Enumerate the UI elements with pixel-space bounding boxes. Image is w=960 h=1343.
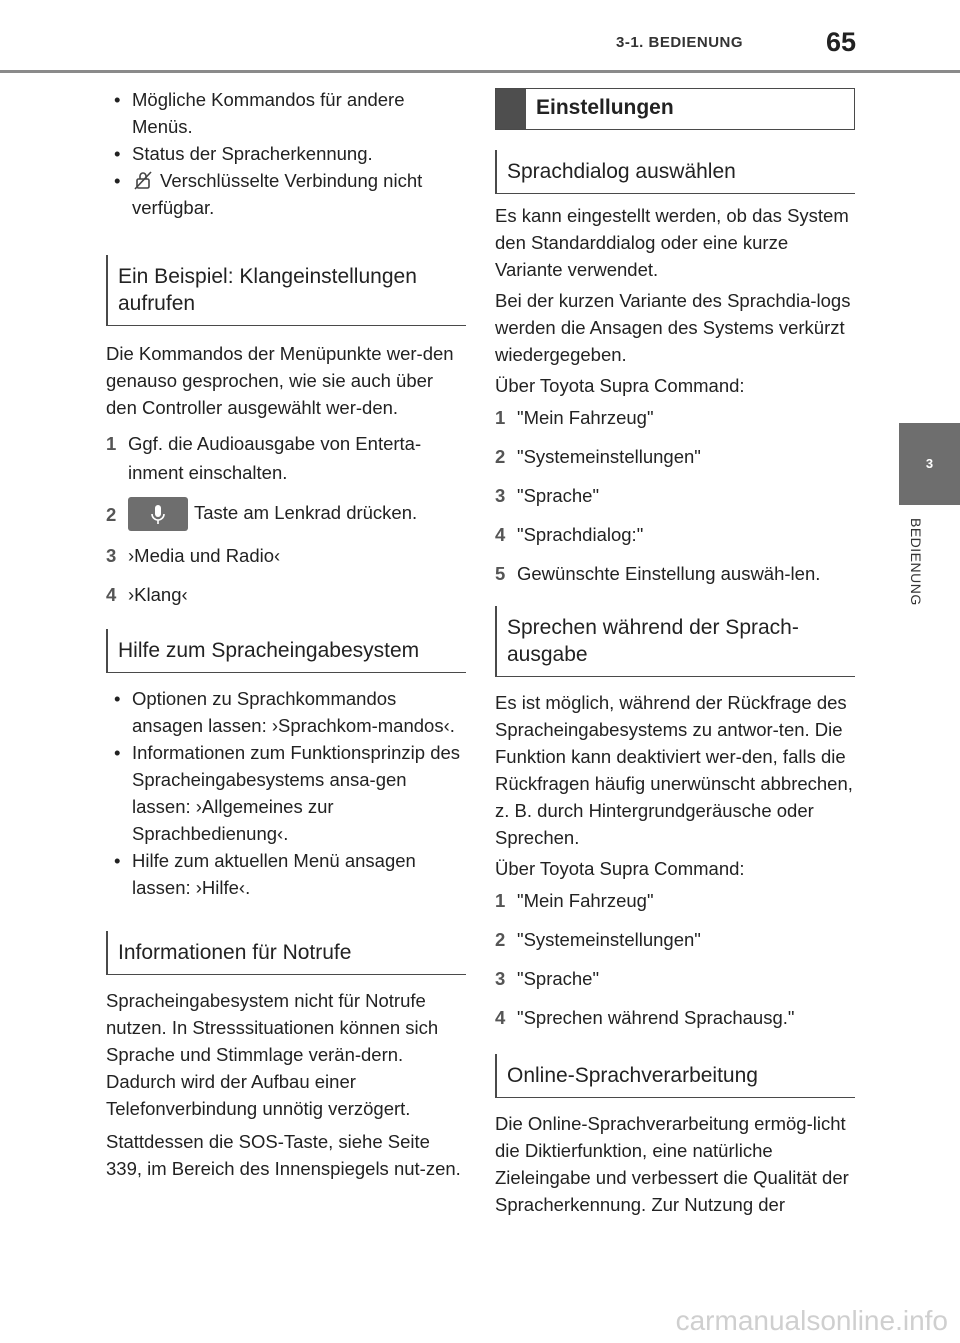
section-heading-speak: Sprechen während der Sprach-ausgabe bbox=[495, 606, 855, 677]
emergency-paragraph-1: Spracheingabesystem nicht für Notrufe nutzen. In Stresssituationen können sich Sprache und Stimmlage verän-dern. Dadurch wird der Aufbau einer Telefonverbindung unnötig verzögert. bbox=[106, 990, 439, 1119]
step-text: Taste am Lenkrad drücken. bbox=[194, 501, 418, 523]
step-number: 4 bbox=[495, 524, 506, 545]
list-item bbox=[106, 167, 466, 221]
speak-paragraph-2: Über Toyota Supra Command: bbox=[495, 858, 745, 879]
step-number: 3 bbox=[495, 485, 506, 506]
step-number: 2 bbox=[495, 929, 506, 950]
bullet-text: Verschlüsselte Verbindung nicht verfügbar. bbox=[132, 170, 423, 218]
list-item: • Status der Spracherkennung. bbox=[106, 140, 466, 167]
step-text: "Sprachdialog:" bbox=[517, 524, 644, 545]
step-text: "Mein Fahrzeug" bbox=[517, 890, 654, 911]
chapter-tab[interactable]: 3 bbox=[899, 423, 960, 505]
bullet-list-top bbox=[106, 86, 466, 221]
step-item bbox=[495, 520, 855, 549]
example-steps bbox=[106, 429, 466, 609]
step-item bbox=[106, 497, 466, 531]
list-item: • Informationen zum Funktionsprinzip des Spracheingabesystems ansa-gen lassen: ›Allgemeines zur Sprachbedienung‹. bbox=[106, 739, 466, 847]
step-item bbox=[106, 580, 466, 609]
online-paragraph: Die Online-Sprachverarbeitung ermög-licht die Diktierfunktion, eine natürliche Zieleingabe und verbessert die Qualität der Spracherkennung. Zur Nutzung der bbox=[495, 1113, 849, 1215]
right-column bbox=[495, 88, 855, 1222]
heading-accent-bar bbox=[496, 89, 526, 129]
settings-heading bbox=[495, 88, 855, 130]
list-item: • Hilfe zum aktuellen Menü ansagen lassen: ›Hilfe‹. bbox=[106, 847, 466, 901]
step-number: 4 bbox=[495, 1007, 506, 1028]
left-column bbox=[106, 86, 466, 1186]
crossed-lock-icon bbox=[132, 170, 154, 190]
speak-steps bbox=[495, 886, 855, 1032]
step-text: ›Media und Radio‹ bbox=[128, 545, 281, 566]
steering-voice-button bbox=[128, 497, 188, 531]
watermark: carmanualsonline.info bbox=[675, 1305, 948, 1336]
help-bullets bbox=[106, 685, 466, 901]
step-number: 2 bbox=[495, 446, 506, 467]
step-number: 1 bbox=[495, 407, 506, 428]
step-number: 1 bbox=[106, 433, 117, 454]
section-heading-help: Hilfe zum Spracheingabesystem bbox=[106, 629, 466, 673]
step-item bbox=[495, 442, 855, 471]
example-paragraph: Die Kommandos der Menüpunkte wer-den genauso gesprochen, wie sie auch über den Controller ausgewählt wer-den. bbox=[106, 343, 454, 418]
step-item bbox=[495, 886, 855, 915]
step-number: 2 bbox=[106, 503, 117, 525]
section-heading-example: Ein Beispiel: Klangeinstellungen aufrufen bbox=[106, 255, 466, 326]
step-item bbox=[495, 403, 855, 432]
step-text: "Systemeinstellungen" bbox=[517, 446, 701, 467]
step-item bbox=[495, 964, 855, 993]
dialog-paragraph-2: Bei der kurzen Variante des Sprachdia-logs werden die Ansagen des Systems verkürzt wiedergegeben. bbox=[495, 290, 851, 365]
step-text: "Systemeinstellungen" bbox=[517, 929, 701, 950]
step-text: "Sprechen während Sprachausg." bbox=[517, 1007, 795, 1028]
list-item: • Optionen zu Sprachkommandos ansagen lassen: ›Sprachkom-mandos‹. bbox=[106, 685, 466, 739]
section-heading-dialog: Sprachdialog auswählen bbox=[495, 150, 855, 194]
speak-paragraph-1: Es ist möglich, während der Rückfrage des Spracheingabesystems zu antwor-ten. Die Funktion kann deaktiviert wer-den, falls die Rückfragen häufig unerwünscht abbrechen, z. B. durch Hintergrundgeräusche oder Sprechen. bbox=[495, 692, 853, 848]
step-number: 3 bbox=[106, 545, 117, 566]
step-text: "Sprache" bbox=[517, 485, 600, 506]
step-text: Ggf. die Audioausgabe von Enterta-inment einschalten. bbox=[128, 433, 422, 483]
dialog-paragraph-1: Es kann eingestellt werden, ob das System den Standarddialog oder eine kurze Variante verwendet. bbox=[495, 205, 849, 280]
dialog-paragraph-3: Über Toyota Supra Command: bbox=[495, 375, 745, 396]
step-number: 3 bbox=[495, 968, 506, 989]
step-item bbox=[495, 1003, 855, 1032]
microphone-icon bbox=[128, 497, 188, 531]
step-text: "Sprache" bbox=[517, 968, 600, 989]
step-number: 5 bbox=[495, 563, 506, 584]
dialog-steps bbox=[495, 403, 855, 588]
chapter-label: BEDIENUNG bbox=[908, 518, 924, 606]
step-number: 4 bbox=[106, 584, 117, 605]
step-text: "Mein Fahrzeug" bbox=[517, 407, 654, 428]
step-text: ›Klang‹ bbox=[128, 584, 188, 605]
section-heading-online: Online-Sprachverarbeitung bbox=[495, 1054, 855, 1098]
step-text: Gewünschte Einstellung auswäh-len. bbox=[517, 563, 821, 584]
step-item bbox=[495, 481, 855, 510]
header-divider bbox=[0, 70, 960, 73]
step-item bbox=[495, 925, 855, 954]
step-number: 1 bbox=[495, 890, 506, 911]
step-item bbox=[495, 559, 855, 588]
step-item bbox=[106, 541, 466, 570]
emergency-paragraph-2: Stattdessen die SOS-Taste, siehe Seite 339, im Bereich des Innenspiegels nut-zen. bbox=[106, 1131, 461, 1179]
list-item: • Mögliche Kommandos für andere Menüs. bbox=[106, 86, 466, 140]
page-number: 65 bbox=[826, 27, 857, 57]
settings-heading-label: Einstellungen bbox=[536, 96, 674, 119]
section-header: 3-1. BEDIENUNG bbox=[616, 34, 744, 51]
section-heading-emergency: Informationen für Notrufe bbox=[106, 931, 466, 975]
step-item bbox=[106, 429, 466, 487]
